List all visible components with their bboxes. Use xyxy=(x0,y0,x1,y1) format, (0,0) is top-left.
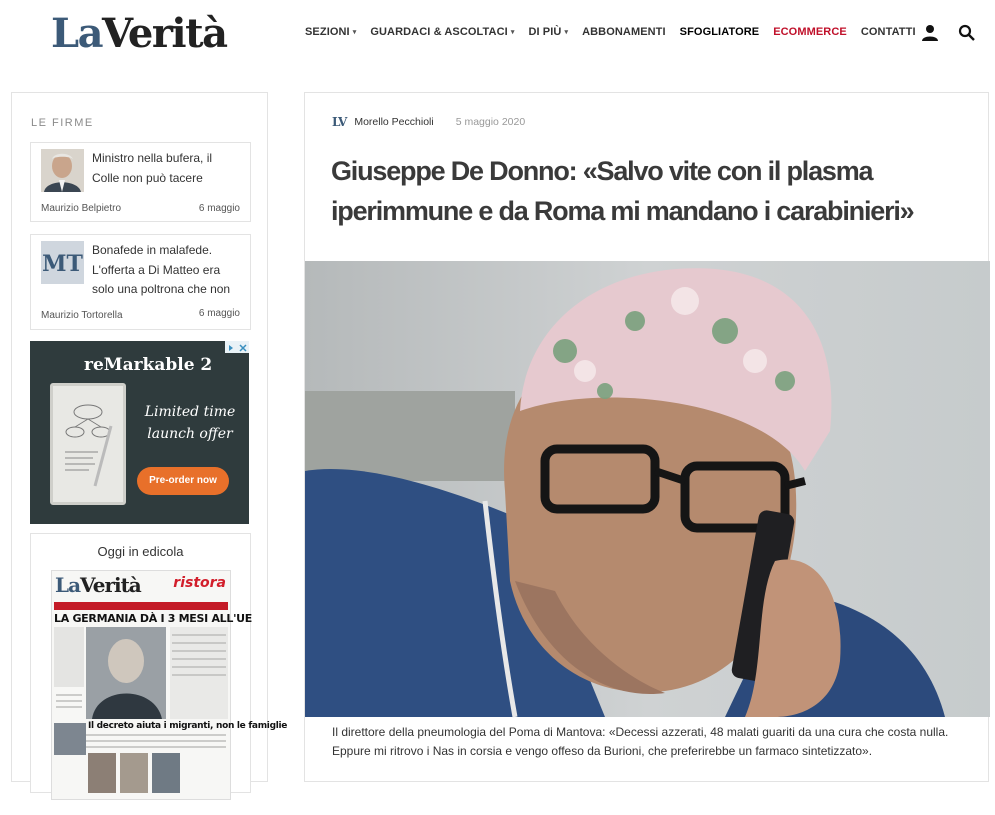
sidebar xyxy=(11,92,288,782)
nav-item-label: DI PIÙ xyxy=(528,26,562,38)
advertisement[interactable] xyxy=(30,341,249,524)
brand-mark: LV xyxy=(332,115,347,129)
site-logo[interactable] xyxy=(51,10,227,58)
newspaper-cover[interactable] xyxy=(51,570,288,800)
article xyxy=(304,92,989,782)
tablet-illustration xyxy=(50,383,126,505)
nav-item-sezioni[interactable] xyxy=(305,26,356,38)
nav-item-label: SEZIONI xyxy=(305,26,350,38)
opinion-title[interactable]: Bonafede in malafede. L'offerta a Di Matteo era solo una poltrona che non xyxy=(92,243,231,296)
sidebar-section-title: LE FIRME xyxy=(31,117,94,129)
nav-item-contatti[interactable] xyxy=(861,26,916,38)
newspaper-subheadline: Il decreto aiuta i migranti, non le famiglie xyxy=(88,721,288,731)
newspaper-body-illustration xyxy=(52,625,232,815)
nav-item-sfogliatore[interactable] xyxy=(680,26,760,38)
article-date: 5 maggio 2020 xyxy=(455,116,526,128)
nav-item-di-piu[interactable] xyxy=(528,26,568,38)
nav-item-label: CONTATTI xyxy=(860,26,916,38)
main-nav xyxy=(305,26,930,38)
opinion-author: Maurizio Tortorella xyxy=(41,310,123,321)
edicola-title: Oggi in edicola xyxy=(97,544,184,559)
opinion-date: 6 maggio xyxy=(198,308,240,319)
logo-la: La xyxy=(51,10,103,57)
author-initials-thumb xyxy=(41,241,84,284)
nav-item-label: SFOGLIATORE xyxy=(679,26,760,38)
opinion-author: Maurizio Belpietro xyxy=(41,203,122,214)
doctor-portrait-image xyxy=(305,261,990,717)
photo-caption: Il direttore della pneumologia del Poma di Mantova: «Decessi azzerati, 48 malati guariti da una cura che costa nulla. Eppure mi ritrovo i Nas in corsia e vengo offeso da Burioni, che preferirebbe un farmaco sintetizzato». xyxy=(332,725,949,758)
site-header xyxy=(0,0,995,70)
opinion-title[interactable]: Ministro nella bufera, il Colle non può tacere xyxy=(92,151,213,185)
nav-item-guardaci[interactable] xyxy=(370,26,514,38)
article-meta xyxy=(332,115,525,129)
nav-item-abbonamenti[interactable] xyxy=(582,26,666,38)
article-photo xyxy=(305,261,990,717)
ad-title: reMarkable 2 xyxy=(84,355,213,375)
article-headline: Giuseppe De Donno: «Salvo vite con il plasma iperimmune e da Roma mi mandano i carabinieri» xyxy=(331,156,914,226)
nav-item-label: ECOMMERCE xyxy=(773,26,847,38)
newspaper-headline: LA GERMANIA DÀ I 3 MESI ALL'UE xyxy=(54,612,252,625)
preorder-button[interactable]: Pre-order now xyxy=(137,467,229,495)
newspaper-logo: LaVerità xyxy=(55,573,141,597)
search-icon[interactable] xyxy=(958,24,976,42)
opinion-card[interactable] xyxy=(30,142,251,222)
nav-item-label: GUARDACI & ASCOLTACI xyxy=(370,26,508,38)
newspaper-red-bar xyxy=(54,602,228,610)
ad-offer-text: Limited time launch offer xyxy=(144,404,236,442)
nav-item-label: ABBONAMENTI xyxy=(582,26,666,38)
article-author[interactable]: Morello Pecchioli xyxy=(354,116,434,128)
chevron-down-icon: ▾ xyxy=(564,29,569,36)
opinion-card[interactable] xyxy=(30,234,251,330)
nav-item-ecommerce[interactable] xyxy=(773,26,847,38)
adchoices-icon[interactable] xyxy=(225,341,249,353)
chevron-down-icon: ▾ xyxy=(510,29,515,36)
author-photo xyxy=(41,149,84,192)
logo-verita: Verità xyxy=(102,10,227,57)
opinion-date: 6 maggio xyxy=(198,203,240,214)
newspaper-brand: ristora xyxy=(173,575,226,591)
thumb-initials: MT xyxy=(42,251,83,277)
user-icon[interactable] xyxy=(921,24,939,42)
today-edition-box xyxy=(30,533,288,793)
chevron-down-icon: ▾ xyxy=(352,29,357,36)
